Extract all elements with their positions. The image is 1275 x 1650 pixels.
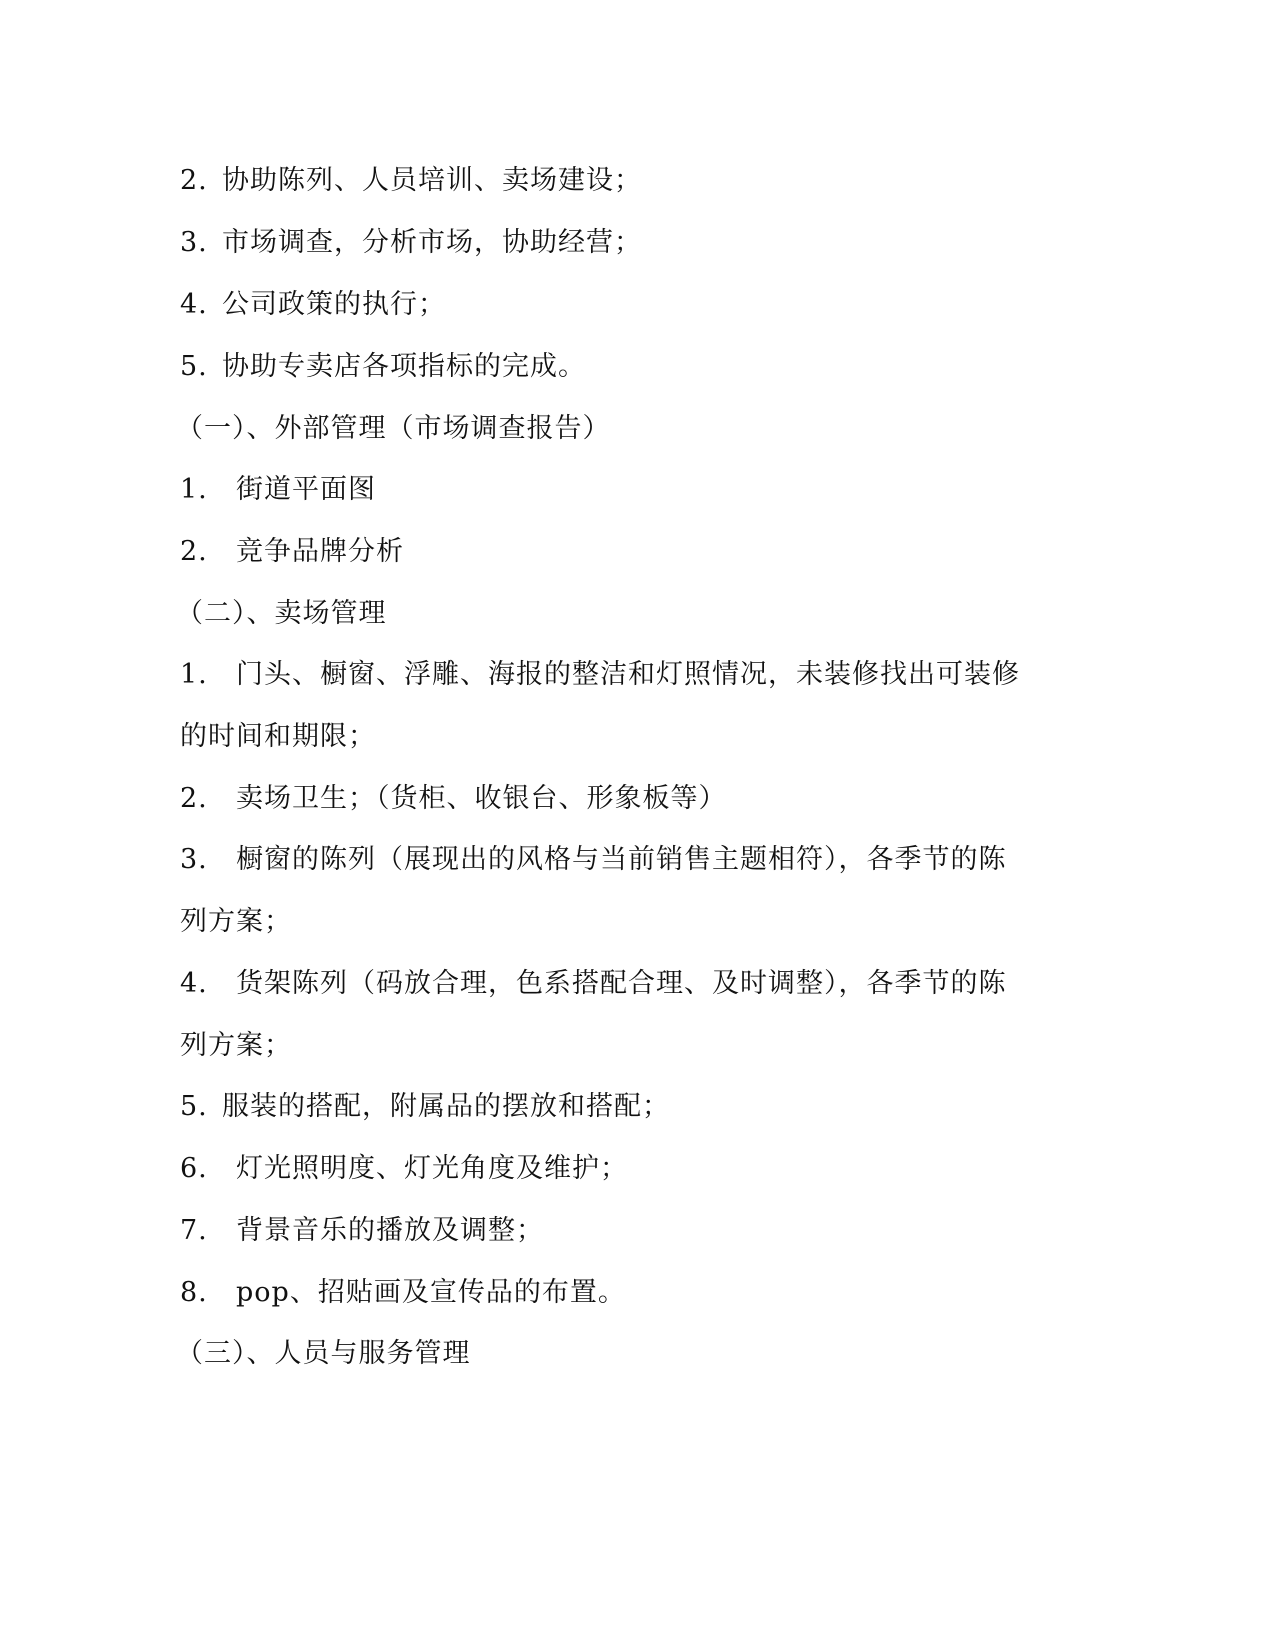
list-item xyxy=(180,161,1040,201)
list-item xyxy=(180,532,1040,572)
item-text: 服装的搭配，附属品的摆放和搭配； xyxy=(222,1091,670,1122)
item-text: 卖场卫生；（货柜、收银台、形象板等） xyxy=(236,783,727,814)
item-number: 3. xyxy=(180,844,208,875)
list-item-continuation xyxy=(180,902,1040,942)
item-number: 2. xyxy=(180,783,208,814)
list-item xyxy=(180,779,1040,819)
item-text: 橱窗的陈列（展现出的风格与当前销售主题相符），各季节的陈 xyxy=(236,844,1007,875)
item-number: 2. xyxy=(180,536,208,567)
section-heading xyxy=(176,1334,1036,1374)
item-text: 货架陈列（码放合理，色系搭配合理、及时调整），各季节的陈 xyxy=(236,968,1007,999)
list-item xyxy=(180,840,1040,880)
item-text: 市场调查，分析市场，协助经营； xyxy=(222,227,642,258)
item-number: 3. xyxy=(180,227,208,258)
item-text: 的时间和期限； xyxy=(180,721,376,752)
item-text: 协助专卖店各项指标的完成。 xyxy=(222,351,586,382)
item-text: 协助陈列、人员培训、卖场建设； xyxy=(222,165,642,196)
item-text: 列方案； xyxy=(180,1030,292,1061)
item-number: 5. xyxy=(180,1091,208,1122)
item-number: 4. xyxy=(180,968,208,999)
list-item xyxy=(180,470,1040,510)
list-item xyxy=(180,347,1040,387)
item-text: 公司政策的执行； xyxy=(222,289,446,320)
list-item xyxy=(180,1211,1040,1251)
item-text: 门头、橱窗、浮雕、海报的整洁和灯照情况，未装修找出可装修 xyxy=(236,659,1020,690)
item-number: 8. xyxy=(180,1277,208,1308)
list-item xyxy=(180,285,1040,325)
list-item-continuation xyxy=(180,717,1040,757)
item-number: 2. xyxy=(180,165,208,196)
item-number: 7. xyxy=(180,1215,208,1246)
list-item xyxy=(180,655,1040,695)
item-number: 4. xyxy=(180,289,208,320)
list-item xyxy=(180,1087,1040,1127)
section-heading xyxy=(176,409,1036,449)
list-item xyxy=(180,1149,1040,1189)
item-number: 5. xyxy=(180,351,208,382)
heading-text: （一）、外部管理（市场调查报告） xyxy=(176,413,611,444)
item-number: 1. xyxy=(180,659,208,690)
item-text: 灯光照明度、灯光角度及维护； xyxy=(236,1153,628,1184)
section-heading xyxy=(176,594,1036,634)
list-item xyxy=(180,1273,1040,1313)
list-item-continuation xyxy=(180,1026,1040,1066)
item-text: 列方案； xyxy=(180,906,292,937)
item-text: 背景音乐的播放及调整； xyxy=(236,1215,544,1246)
item-text: 街道平面图 xyxy=(236,474,376,505)
item-text: pop、招贴画及宣传品的布置。 xyxy=(236,1277,626,1308)
item-text: 竞争品牌分析 xyxy=(236,536,404,567)
item-number: 1. xyxy=(180,474,208,505)
list-item xyxy=(180,223,1040,263)
heading-text: （三）、人员与服务管理 xyxy=(176,1338,471,1369)
heading-text: （二）、卖场管理 xyxy=(176,598,387,629)
item-number: 6. xyxy=(180,1153,208,1184)
list-item xyxy=(180,964,1040,1004)
